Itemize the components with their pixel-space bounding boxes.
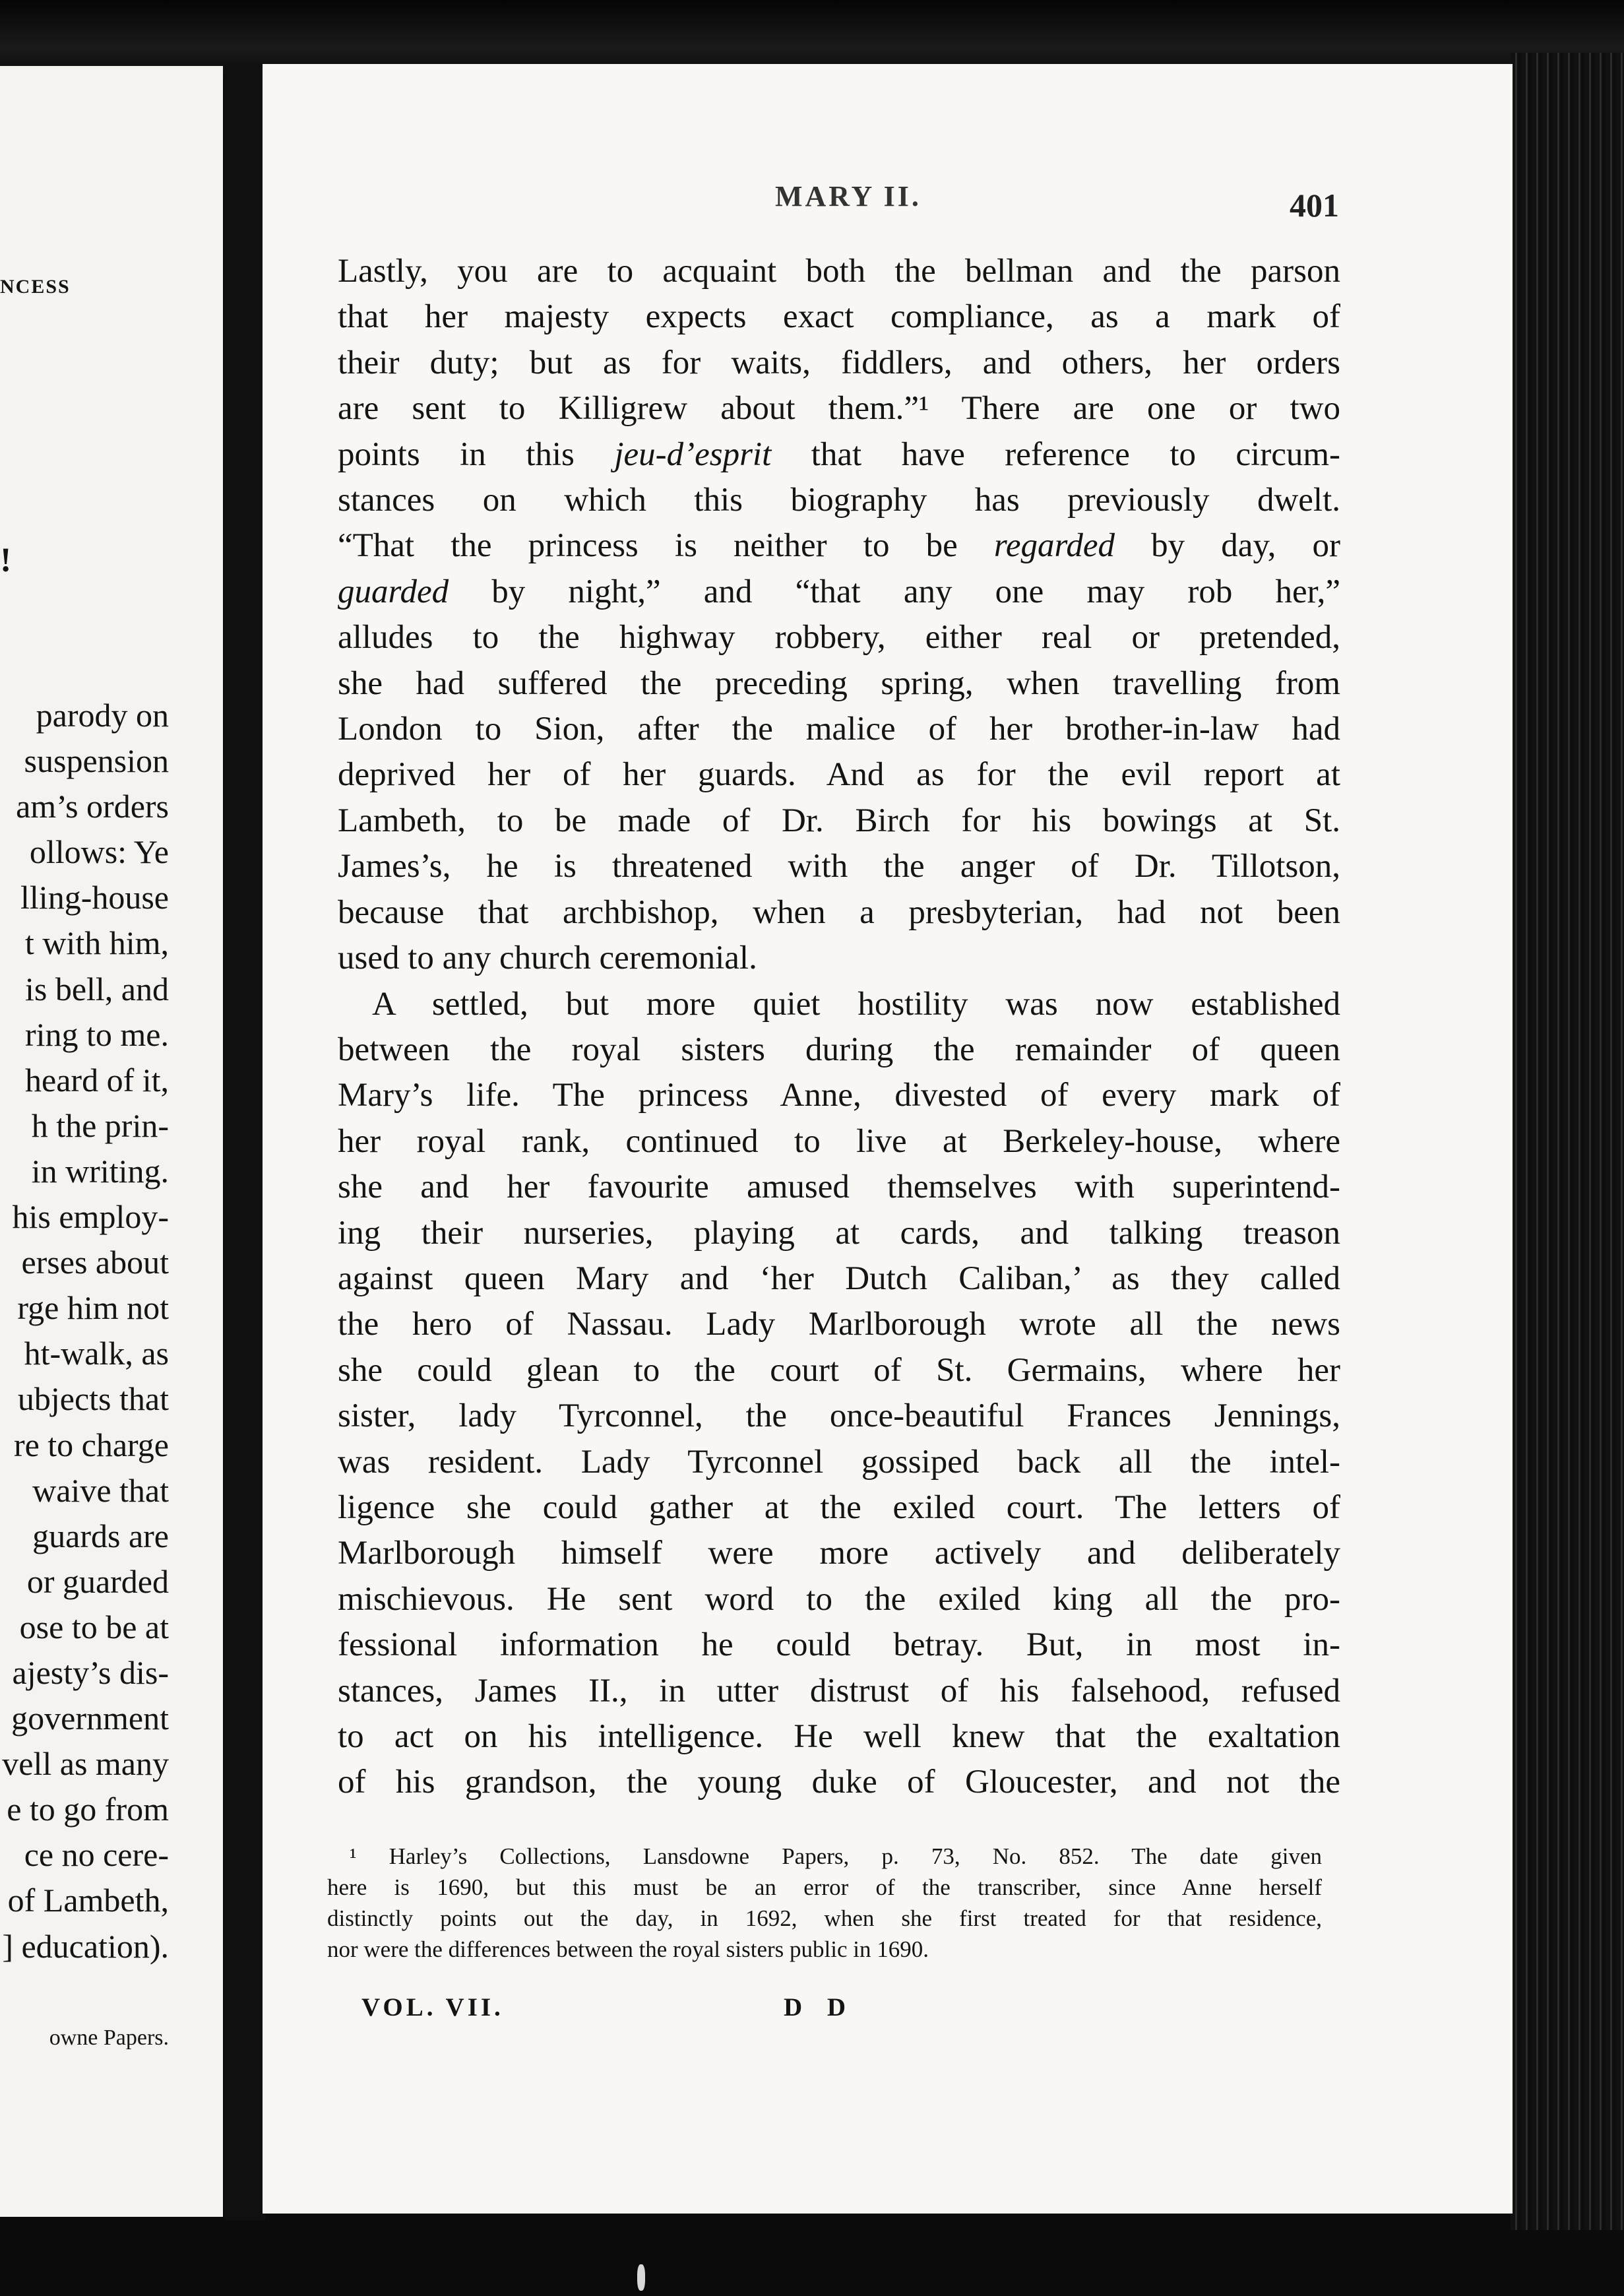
- text-line: distinctly points out the day, in 1692, when she first treated for that residence,: [327, 1905, 1322, 1931]
- text-line: to act on his intelligence. He well knew that the exaltation: [338, 1718, 1340, 1755]
- text-line: nor were the differences between the royal sisters public in 1690.: [327, 1936, 929, 1962]
- text-line: used to any church ceremonial.: [338, 940, 757, 977]
- text-line: points in this jeu-d’esprit that have reference to circum-: [338, 435, 1340, 473]
- text-line: guarded by night,” and “that any one may rob her,”: [338, 573, 1340, 610]
- volume-signature: VOL. VII.: [361, 1993, 504, 2022]
- italic-phrase: regarded: [993, 527, 1115, 565]
- left-page-line: or guarded: [26, 1562, 169, 1600]
- text-line: Lambeth, to be made of Dr. Birch for his bowings at St.: [338, 802, 1340, 839]
- left-page-line: ce no cere-: [24, 1836, 169, 1874]
- left-page-line: ajesty’s dis-: [12, 1653, 169, 1691]
- text-line: fessional information he could betray. But, in most in-: [338, 1626, 1340, 1664]
- left-page-line: suspension: [24, 742, 169, 780]
- left-page-line: government: [11, 1700, 169, 1737]
- left-page-line: owne Papers.: [49, 2025, 169, 2050]
- left-page-line: ring to me.: [24, 1015, 169, 1053]
- text-line: between the royal sisters during the remainder of queen: [338, 1031, 1340, 1068]
- text-line: are sent to Killigrew about them.”¹ There are one or two: [338, 390, 1340, 428]
- footnote: [327, 1841, 1322, 1965]
- text-line: her royal rank, continued to live at Berkeley-house, where: [338, 1122, 1340, 1160]
- text-line: she had suffered the preceding spring, when travelling from: [338, 664, 1340, 702]
- left-page-line: lling-house: [20, 879, 169, 916]
- text-line: Mary’s life. The princess Anne, divested of every mark of: [338, 1077, 1340, 1114]
- text-line: the hero of Nassau. Lady Marlborough wrote all the news: [338, 1306, 1340, 1343]
- text-line: she could glean to the court of St. Germains, where her: [338, 1351, 1340, 1389]
- left-page-line: parody on: [36, 697, 169, 734]
- left-page-line: is bell, and: [24, 970, 169, 1007]
- text-line: deprived her of her guards. And as for the evil report at: [338, 756, 1340, 794]
- text-line: A settled, but more quiet hostility was now established: [372, 985, 1340, 1023]
- left-page-line: ollows: Ye: [29, 833, 169, 871]
- left-page-running-head: NCESS: [0, 276, 71, 298]
- left-page-line: h the prin-: [31, 1106, 169, 1144]
- left-page-text: [2, 693, 169, 2060]
- left-page-line: ] education).: [2, 1927, 169, 1965]
- left-page-line: ubjects that: [17, 1380, 169, 1418]
- text-line: of his grandson, the young duke of Gloucester, and not the: [338, 1764, 1340, 1801]
- italic-phrase: guarded: [338, 573, 449, 610]
- text-line: here is 1690, but this must be an error of the transcriber, since Anne herself: [327, 1874, 1322, 1900]
- text-line: London to Sion, after the malice of her brother-in-law had: [338, 711, 1340, 748]
- left-page-line: heard of it,: [25, 1061, 169, 1099]
- text-line: that her majesty expects exact compliance, as a mark of: [338, 298, 1340, 336]
- text-line: stances, James II., in utter distrust of his falsehood, refused: [338, 1672, 1340, 1709]
- body-text: [338, 249, 1340, 1806]
- text-line: their duty; but as for waits, fiddlers, and others, her orders: [338, 344, 1340, 381]
- left-page-line: ose to be at: [19, 1608, 169, 1645]
- text-line: she and her favourite amused themselves with superintend-: [338, 1168, 1340, 1206]
- page-edges: [1511, 53, 1624, 2230]
- text-line: Lastly, you are to acquaint both the bellman and the parson: [338, 253, 1340, 290]
- left-page-line: re to charge: [13, 1426, 169, 1463]
- text-line: “That the princess is neither to be regarded by day, or: [338, 527, 1340, 565]
- left-page-mark: !: [0, 542, 12, 579]
- text-line: ligence she could gather at the exiled court. The letters of: [338, 1488, 1340, 1526]
- left-page-line: am’s orders: [16, 788, 169, 825]
- text-line: because that archbishop, when a presbyterian, had not been: [338, 893, 1340, 931]
- page-number: 401: [1290, 187, 1339, 224]
- running-head: MARY II.: [775, 180, 921, 212]
- left-page-line: vell as many: [2, 1745, 169, 1783]
- signature-mark: D D: [784, 1993, 856, 2022]
- left-page-line: [2, 1969, 169, 2015]
- text-line: ¹ Harley’s Collections, Lansdowne Papers, p. 73, No. 852. The date given: [350, 1843, 1322, 1869]
- text-line: ing their nurseries, playing at cards, and talking treason: [338, 1214, 1340, 1252]
- left-page-line: rge him not: [17, 1289, 169, 1327]
- bottom-speck: [637, 2264, 645, 2291]
- text-line: James’s, he is threatened with the anger of Dr. Tillotson,: [338, 848, 1340, 885]
- text-line: was resident. Lady Tyrconnel gossiped back all the intel-: [338, 1443, 1340, 1481]
- left-page: [0, 66, 223, 2217]
- left-page-line: t with him,: [24, 924, 169, 962]
- text-line: Marlborough himself were more actively and deliberately: [338, 1535, 1340, 1572]
- text-line: mischievous. He sent word to the exiled king all the pro-: [338, 1580, 1340, 1618]
- left-page-line: erses about: [21, 1244, 169, 1281]
- left-page-line: ht-walk, as: [24, 1335, 169, 1372]
- book-gutter: [224, 63, 265, 2220]
- text-line: against queen Mary and ‘her Dutch Caliban,’ as they called: [338, 1260, 1340, 1297]
- text-line: alludes to the highway robbery, either real or pretended,: [338, 619, 1340, 656]
- left-page-line: e to go from: [7, 1791, 169, 1828]
- italic-phrase: jeu-d’esprit: [614, 435, 772, 473]
- left-page-line: his employ-: [12, 1198, 169, 1236]
- text-line: stances on which this biography has previously dwelt.: [338, 482, 1340, 519]
- left-page-line: waive that: [32, 1471, 169, 1509]
- left-page-line: of Lambeth,: [7, 1882, 169, 1919]
- text-line: sister, lady Tyrconnel, the once-beautiful Frances Jennings,: [338, 1397, 1340, 1435]
- left-page-line: in writing.: [31, 1152, 169, 1190]
- left-page-line: guards are: [32, 1517, 169, 1554]
